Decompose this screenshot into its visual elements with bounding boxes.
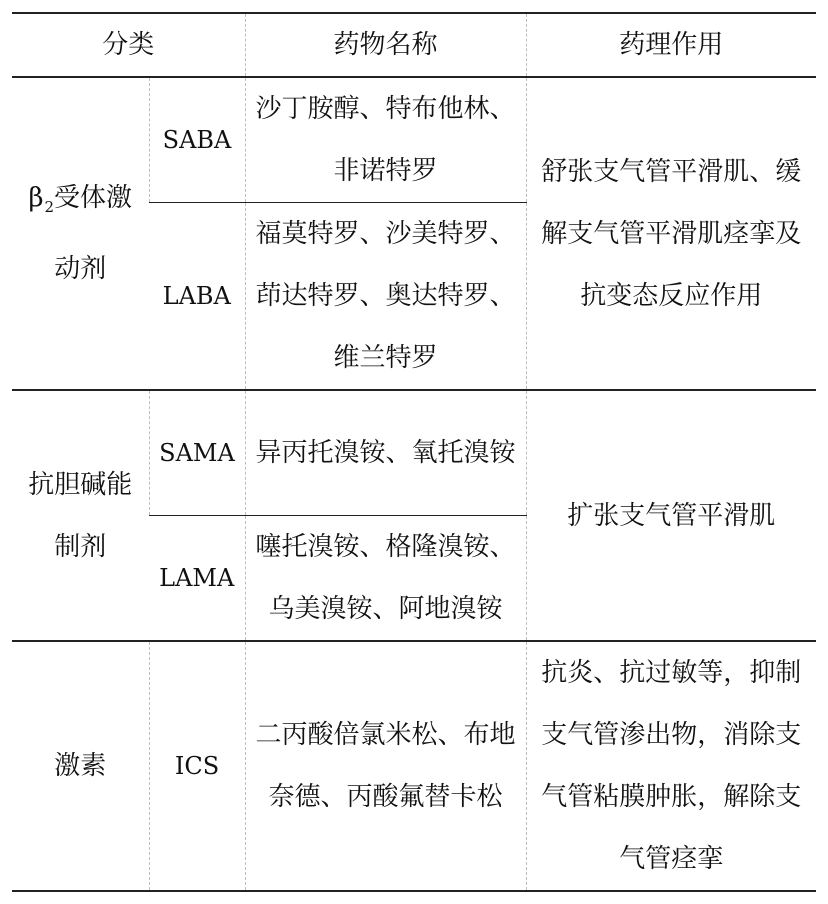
table-row — [12, 390, 816, 516]
drugs-sama: 异丙托溴铵、氧托溴铵 — [245, 390, 526, 516]
table-row — [12, 77, 816, 203]
subtype-laba: LABA — [149, 203, 245, 391]
action-anticholinergic: 扩张支气管平滑肌 — [526, 390, 816, 641]
header-row — [12, 13, 816, 77]
subtype-ics: ICS — [149, 641, 245, 891]
drugs-lama: 噻托溴铵、格隆溴铵、乌美溴铵、阿地溴铵 — [245, 516, 526, 642]
beta-subscript: 2 — [44, 198, 55, 216]
class-anticholinergic — [12, 390, 149, 641]
drugs-laba: 福莫特罗、沙美特罗、茚达特罗、奥达特罗、维兰特罗 — [245, 203, 526, 391]
drugs-ics: 二丙酸倍氯米松、布地奈德、丙酸氟替卡松 — [245, 641, 526, 891]
action-steroid: 抗炎、抗过敏等，抑制支气管渗出物，消除支气管粘膜肿胀，解除支气管痉挛 — [526, 641, 816, 891]
header-action: 药理作用 — [526, 13, 816, 77]
drug-classification-table — [12, 12, 816, 892]
subtype-sama: SAMA — [149, 390, 245, 516]
action-beta2: 舒张支气管平滑肌、缓解支气管平滑肌痉挛及抗变态反应作用 — [526, 77, 816, 390]
class-name: 激素 — [54, 751, 107, 781]
class-name: 受体激动剂 — [54, 183, 133, 284]
class-name: 抗胆碱能制剂 — [28, 469, 133, 562]
subtype-saba: SABA — [149, 77, 245, 203]
table-row — [12, 641, 816, 891]
beta-prefix: β — [28, 183, 44, 213]
header-category: 分类 — [12, 13, 245, 77]
subtype-lama: LAMA — [149, 516, 245, 642]
class-beta2-agonist — [12, 77, 149, 390]
class-steroid — [12, 641, 149, 891]
header-drug-name: 药物名称 — [245, 13, 526, 77]
drugs-saba: 沙丁胺醇、特布他林、非诺特罗 — [245, 77, 526, 203]
